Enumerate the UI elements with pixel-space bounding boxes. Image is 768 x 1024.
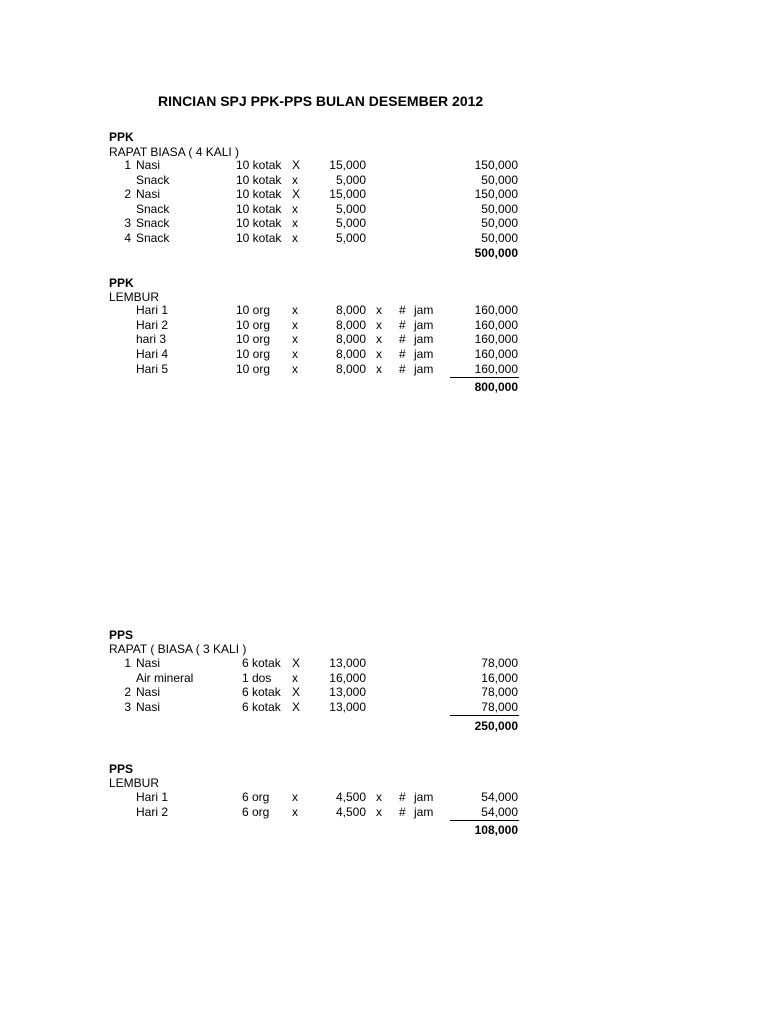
table-row	[0, 685, 768, 700]
row-hours-unit: jam	[414, 318, 434, 332]
row-item: Hari 4	[136, 347, 169, 361]
row-amount: 160,000	[474, 362, 518, 376]
row-item: Hari 2	[136, 318, 169, 332]
row-item: Nasi	[136, 656, 161, 670]
row-item: Snack	[136, 216, 170, 230]
row-multiply-sign: x	[376, 805, 382, 819]
row-multiply-sign: X	[292, 700, 301, 714]
row-hours-count: #	[399, 332, 406, 346]
row-item: Nasi	[136, 158, 161, 172]
row-quantity: 10 org	[236, 332, 271, 346]
row-item: Nasi	[136, 685, 161, 699]
row-quantity: 6 org	[242, 805, 270, 819]
sum-line	[450, 377, 519, 378]
row-amount: 160,000	[474, 318, 518, 332]
row-hours-count: #	[399, 318, 406, 332]
row-amount: 78,000	[481, 685, 518, 699]
row-quantity: 10 kotak	[236, 202, 282, 216]
table-row	[0, 347, 768, 362]
row-hours-unit: jam	[414, 347, 434, 361]
row-amount: 160,000	[474, 303, 518, 317]
row-price: 8,000	[335, 303, 366, 317]
table-row	[0, 303, 768, 318]
row-hours-unit: jam	[414, 790, 434, 804]
table-row	[0, 790, 768, 805]
table-row	[0, 173, 768, 188]
row-price: 5,000	[335, 216, 366, 230]
row-multiply-sign: x	[292, 671, 298, 685]
row-quantity: 10 kotak	[236, 216, 282, 230]
row-price: 5,000	[335, 202, 366, 216]
table-row	[0, 231, 768, 246]
row-price: 8,000	[335, 332, 366, 346]
row-multiply-sign: x	[376, 347, 382, 361]
row-number: 1	[124, 158, 131, 172]
row-quantity: 10 org	[236, 362, 271, 376]
row-multiply-sign: X	[292, 187, 301, 201]
row-quantity: 10 kotak	[236, 173, 282, 187]
section-head: PPK	[109, 130, 134, 144]
row-amount: 16,000	[481, 671, 518, 685]
row-price: 8,000	[335, 318, 366, 332]
row-multiply-sign: x	[292, 805, 298, 819]
row-quantity: 10 kotak	[236, 187, 282, 201]
row-amount: 54,000	[481, 805, 518, 819]
row-multiply-sign: x	[292, 202, 298, 216]
row-hours-unit: jam	[414, 805, 434, 819]
row-quantity: 6 org	[242, 790, 270, 804]
row-quantity: 6 kotak	[242, 700, 281, 714]
row-item: Air mineral	[136, 671, 194, 685]
row-number: 1	[124, 656, 131, 670]
row-multiply-sign: x	[292, 332, 298, 346]
row-hours-unit: jam	[414, 303, 434, 317]
row-multiply-sign: x	[376, 332, 382, 346]
row-hours-count: #	[399, 790, 406, 804]
row-item: Snack	[136, 202, 170, 216]
row-item: Hari 1	[136, 303, 169, 317]
row-price: 13,000	[329, 685, 366, 699]
row-multiply-sign: x	[292, 362, 298, 376]
row-hours-count: #	[399, 347, 406, 361]
row-multiply-sign: x	[292, 231, 298, 245]
section-total: 500,000	[474, 246, 518, 260]
row-item: Hari 2	[136, 805, 169, 819]
row-amount: 150,000	[474, 187, 518, 201]
row-price: 4,500	[335, 805, 366, 819]
row-number: 2	[124, 685, 131, 699]
row-quantity: 10 org	[236, 303, 271, 317]
table-row	[0, 216, 768, 231]
row-price: 15,000	[329, 158, 366, 172]
row-multiply-sign: X	[292, 656, 301, 670]
row-price: 8,000	[335, 362, 366, 376]
row-price: 13,000	[329, 656, 366, 670]
row-hours-unit: jam	[414, 332, 434, 346]
row-item: Nasi	[136, 187, 161, 201]
section-subtitle: LEMBUR	[109, 290, 160, 304]
section-subtitle: RAPAT ( BIASA ( 3 KALI )	[109, 642, 247, 656]
row-amount: 160,000	[474, 347, 518, 361]
row-quantity: 6 kotak	[242, 685, 281, 699]
row-price: 16,000	[329, 671, 366, 685]
table-row	[0, 158, 768, 173]
table-row	[0, 332, 768, 347]
row-number: 3	[124, 700, 131, 714]
section-head: PPS	[109, 628, 134, 642]
table-row	[0, 805, 768, 820]
table-row	[0, 318, 768, 333]
row-amount: 50,000	[481, 202, 518, 216]
row-number: 2	[124, 187, 131, 201]
section-subtitle: RAPAT BIASA ( 4 KALI )	[109, 145, 240, 159]
row-hours-unit: jam	[414, 362, 434, 376]
row-multiply-sign: X	[292, 158, 301, 172]
row-quantity: 1 dos	[242, 671, 272, 685]
row-item: hari 3	[136, 332, 167, 346]
row-multiply-sign: x	[292, 173, 298, 187]
row-quantity: 10 org	[236, 347, 271, 361]
row-multiply-sign: x	[376, 362, 382, 376]
row-quantity: 6 kotak	[242, 656, 281, 670]
row-multiply-sign: x	[376, 790, 382, 804]
table-row	[0, 656, 768, 671]
row-price: 13,000	[329, 700, 366, 714]
table-row	[0, 671, 768, 686]
row-multiply-sign: X	[292, 685, 301, 699]
row-price: 5,000	[335, 173, 366, 187]
row-hours-count: #	[399, 362, 406, 376]
section-head: PPS	[109, 762, 134, 776]
row-item: Snack	[136, 173, 170, 187]
row-item: Hari 1	[136, 790, 169, 804]
table-row	[0, 700, 768, 715]
row-multiply-sign: x	[292, 347, 298, 361]
row-multiply-sign: x	[292, 303, 298, 317]
section-subtitle: LEMBUR	[109, 776, 160, 790]
row-item: Snack	[136, 231, 170, 245]
row-multiply-sign: x	[292, 318, 298, 332]
row-number: 3	[124, 216, 131, 230]
row-amount: 78,000	[481, 656, 518, 670]
sum-line	[450, 820, 519, 821]
section-total: 108,000	[474, 823, 518, 837]
row-price: 5,000	[335, 231, 366, 245]
row-amount: 50,000	[481, 216, 518, 230]
row-amount: 150,000	[474, 158, 518, 172]
row-quantity: 10 kotak	[236, 231, 282, 245]
row-amount: 50,000	[481, 173, 518, 187]
row-quantity: 10 org	[236, 318, 271, 332]
row-hours-count: #	[399, 805, 406, 819]
section-total: 250,000	[474, 719, 518, 733]
table-row	[0, 187, 768, 202]
row-amount: 54,000	[481, 790, 518, 804]
row-price: 15,000	[329, 187, 366, 201]
section-head: PPK	[109, 276, 134, 290]
row-multiply-sign: x	[376, 303, 382, 317]
row-amount: 160,000	[474, 332, 518, 346]
row-price: 4,500	[335, 790, 366, 804]
row-multiply-sign: x	[292, 216, 298, 230]
row-amount: 78,000	[481, 700, 518, 714]
row-item: Hari 5	[136, 362, 169, 376]
page-title: RINCIAN SPJ PPK-PPS BULAN DESEMBER 2012	[158, 93, 484, 109]
row-hours-count: #	[399, 303, 406, 317]
table-row	[0, 362, 768, 377]
row-item: Nasi	[136, 700, 161, 714]
table-row	[0, 202, 768, 217]
row-number: 4	[124, 231, 131, 245]
row-multiply-sign: x	[376, 318, 382, 332]
row-price: 8,000	[335, 347, 366, 361]
row-amount: 50,000	[481, 231, 518, 245]
section-total: 800,000	[474, 380, 518, 394]
sum-line	[450, 715, 519, 716]
row-multiply-sign: x	[292, 790, 298, 804]
row-quantity: 10 kotak	[236, 158, 282, 172]
